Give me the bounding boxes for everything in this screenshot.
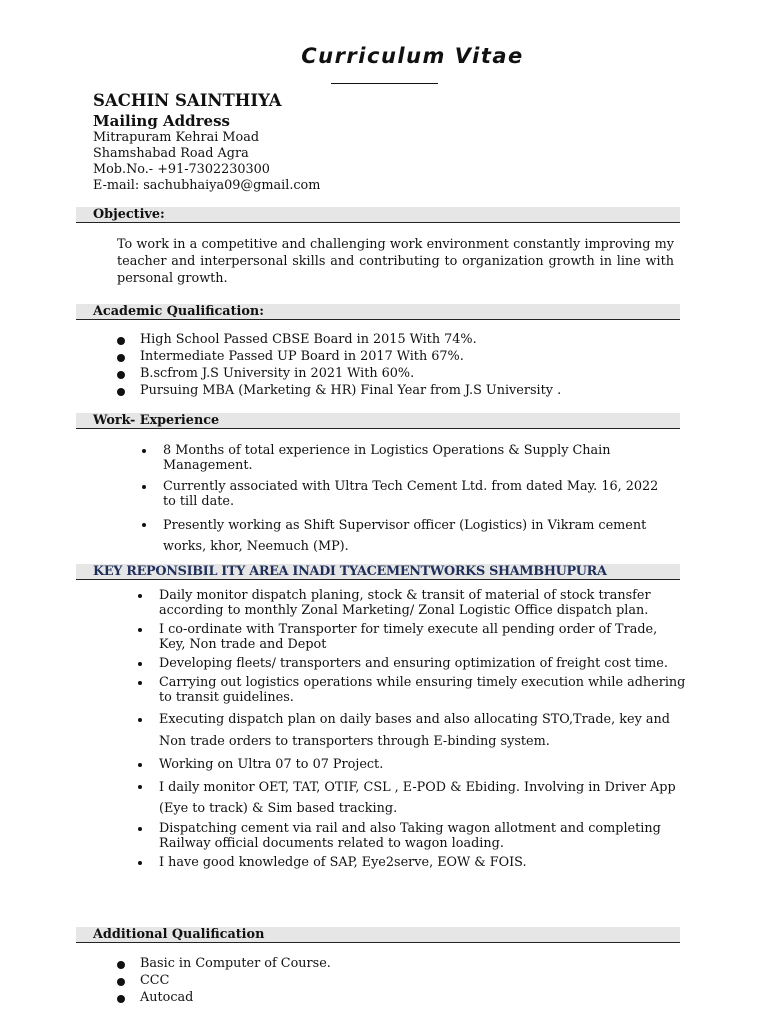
bullet-icon	[142, 523, 146, 527]
phone-line: Mob.No.- +91-7302230300	[93, 162, 270, 177]
bullet-icon	[117, 371, 125, 379]
objective-heading: Objective:	[93, 207, 165, 222]
bullet-icon	[117, 961, 125, 969]
academic-heading: Academic Qualification:	[93, 304, 264, 319]
work-section-bar	[76, 413, 680, 429]
bullet-icon	[142, 485, 146, 489]
additional-list	[140, 956, 331, 1007]
list-item: B.scfrom J.S University in 2021 With 60%.	[140, 366, 561, 383]
bullet-icon	[138, 827, 142, 831]
academic-section-bar	[76, 304, 680, 320]
bullet-icon	[142, 449, 146, 453]
bullet-icon	[117, 337, 125, 345]
candidate-name: SACHIN SAINTHIYA	[93, 91, 282, 110]
key-responsibility-section-bar	[76, 564, 680, 580]
list-item: I have good knowledge of SAP, Eye2serve, EOW & FOIS.	[159, 855, 687, 870]
list-item: Working on Ultra 07 to 07 Project.	[159, 755, 687, 775]
bullet-icon	[138, 628, 142, 632]
list-item: Carrying out logistics operations while ensuring timely execution while adhering to transit guidelines.	[159, 675, 687, 705]
bullet-icon	[117, 978, 125, 986]
work-list	[163, 443, 668, 557]
list-item: Daily monitor dispatch planing, stock & transit of material of stock transfer according to monthly Zonal Marketing/ Zonal Logistic Office dispatch plan.	[159, 588, 687, 618]
list-item: 8 Months of total experience in Logistics Operations & Supply Chain Management.	[163, 443, 668, 473]
list-item: High School Passed CBSE Board in 2015 With 74%.	[140, 332, 561, 349]
academic-list	[140, 332, 561, 400]
bullet-icon	[138, 861, 142, 865]
bullet-icon	[138, 662, 142, 666]
bullet-icon	[117, 388, 125, 396]
additional-section-bar	[76, 927, 680, 943]
list-item: Autocad	[140, 990, 331, 1007]
objective-section-bar	[76, 207, 680, 223]
list-item: Dispatching cement via rail and also Taking wagon allotment and completing Railway official documents related to wagon loading.	[159, 821, 687, 851]
address-line: Shamshabad Road Agra	[93, 146, 249, 161]
objective-text: To work in a competitive and challenging work environment constantly improving my teacher and interpersonal skills and contributing to organization growth in line with personal growth.	[117, 237, 674, 286]
list-item: CCC	[140, 973, 331, 990]
email-line: E-mail: sachubhaiya09@gmail.com	[93, 178, 321, 193]
additional-heading: Additional Qualification	[93, 927, 265, 942]
bullet-icon	[138, 763, 142, 767]
bullet-icon	[138, 718, 142, 722]
bullet-icon	[138, 681, 142, 685]
bullet-icon	[138, 594, 142, 598]
title-underline	[331, 83, 438, 84]
list-item: Presently working as Shift Supervisor officer (Logistics) in Vikram cement works, khor, Neemuch (MP).	[163, 515, 668, 557]
list-item: Basic in Computer of Course.	[140, 956, 331, 973]
cv-title: Curriculum Vitae	[301, 44, 524, 68]
list-item: Developing fleets/ transporters and ensuring optimization of freight cost time.	[159, 656, 687, 671]
list-item: I co-ordinate with Transporter for timely execute all pending order of Trade, Key, Non trade and Depot	[159, 622, 687, 652]
bullet-icon	[138, 785, 142, 789]
work-heading: Work- Experience	[93, 413, 220, 428]
list-item: I daily monitor OET, TAT, OTIF, CSL , E-POD & Ebiding. Involving in Driver App (Eye to track) & Sim based tracking.	[159, 777, 687, 819]
mailing-address-heading: Mailing Address	[93, 112, 230, 130]
bullet-icon	[117, 354, 125, 362]
list-item: Pursuing MBA (Marketing & HR) Final Year from J.S University .	[140, 383, 561, 400]
key-responsibility-list	[159, 588, 687, 870]
list-item: Currently associated with Ultra Tech Cement Ltd. from dated May. 16, 2022 to till date.	[163, 479, 668, 509]
address-line: Mitrapuram Kehrai Moad	[93, 130, 260, 145]
list-item: Executing dispatch plan on daily bases and also allocating STO,Trade, key and Non trade orders to transporters through E-binding system.	[159, 709, 687, 753]
bullet-icon	[117, 995, 125, 1003]
list-item: Intermediate Passed UP Board in 2017 With 67%.	[140, 349, 561, 366]
key-responsibility-heading: KEY REPONSIBIL ITY AREA INADI TYACEMENTWORKS SHAMBHUPURA	[93, 564, 607, 579]
